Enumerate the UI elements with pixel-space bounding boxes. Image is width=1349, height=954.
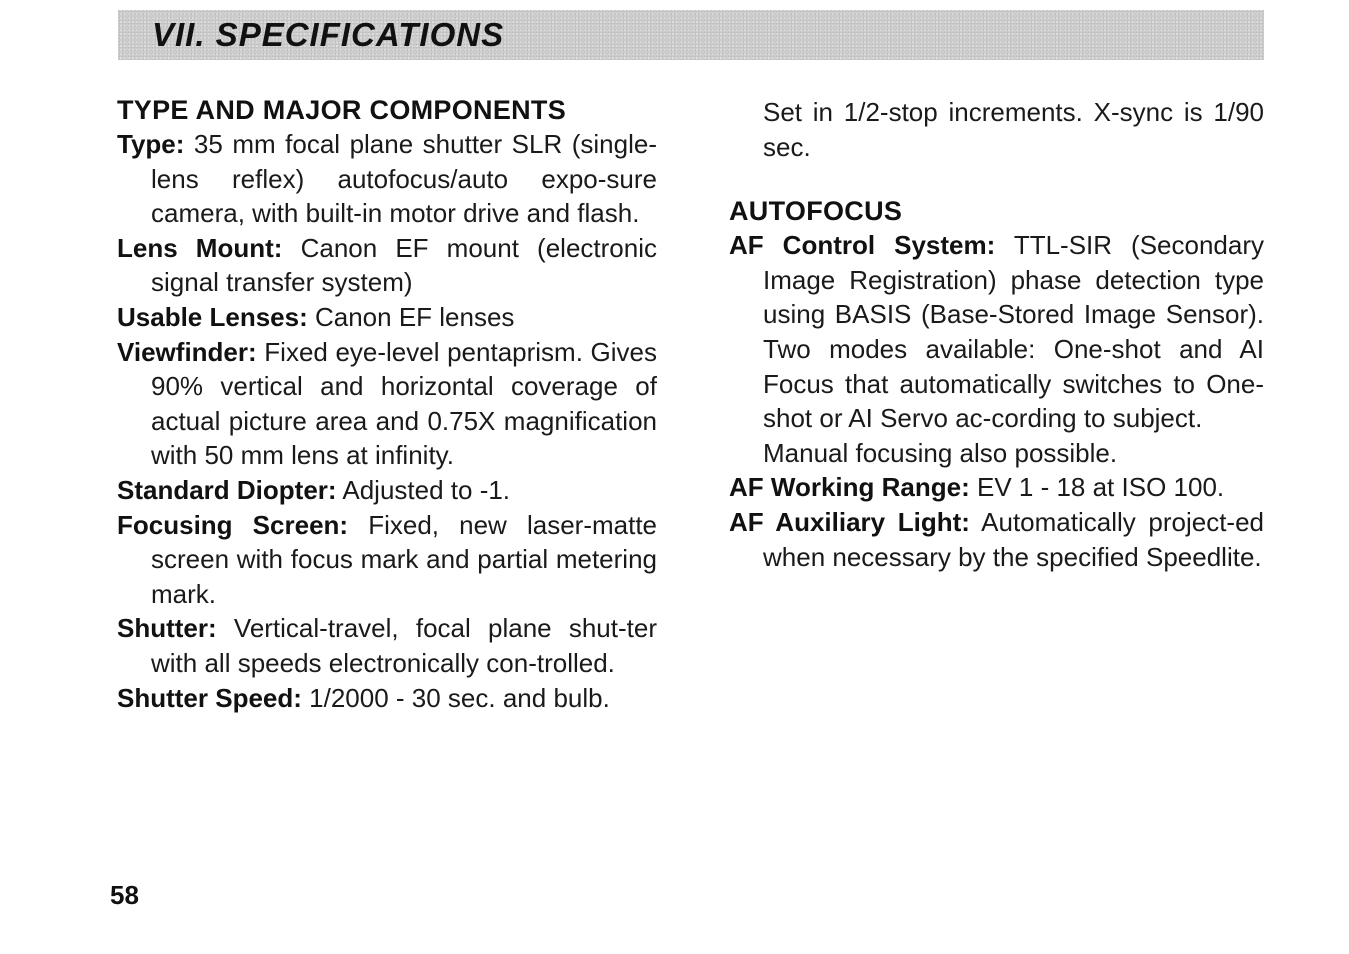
- spec-text: Fixed, new laser-matte screen with focus mark and partial metering mark.: [151, 509, 657, 609]
- spec-entry-type: [117, 127, 657, 231]
- spec-text: EV 1 - 18 at ISO 100.: [976, 472, 1225, 503]
- spec-entry-focusing-screen: [117, 508, 657, 612]
- spec-text: TTL-SIR (Secondary Image Registration) phase detection type using BASIS (Base-Stored Image Sensor). Two modes available: One-shot and AI Focus that automatically switches to One-shot or AI Servo ac-cording to subject.: [763, 230, 1265, 434]
- section-heading-autofocus: AUTOFOCUS: [729, 196, 903, 227]
- spec-text: Vertical-travel, focal plane shut-ter with all speeds electronically con-trolled.: [151, 613, 657, 678]
- spec-entry-usable-lenses: [117, 300, 657, 335]
- spec-term: Standard Diopter:: [117, 474, 337, 505]
- spec-term: Viewfinder:: [117, 336, 257, 367]
- spec-term: AF Auxiliary Light:: [729, 506, 970, 537]
- section-banner: [118, 10, 1264, 60]
- spec-term: AF Working Range:: [729, 472, 970, 503]
- section-title: VII. SPECIFICATIONS: [152, 16, 505, 53]
- spec-entry-shutter: [117, 611, 657, 680]
- left-column: [117, 93, 657, 715]
- spec-entry-viewfinder: [117, 335, 657, 473]
- spec-text: Adjusted to -1.: [342, 474, 511, 505]
- spec-entry-standard-diopter: [117, 473, 657, 508]
- shutter-speed-continuation: Set in 1/2-stop increments. X-sync is 1/90 sec.: [763, 97, 1264, 162]
- spec-entry-lens-mount: [117, 231, 657, 300]
- spec-text: 1/2000 - 30 sec. and bulb.: [309, 682, 610, 713]
- spec-term: AF Control System:: [729, 230, 996, 261]
- right-column: [729, 93, 1264, 574]
- spec-term: Lens Mount:: [117, 232, 283, 263]
- spec-term: Type:: [117, 129, 185, 159]
- spec-term: Usable Lenses:: [117, 301, 308, 332]
- spec-text: Fixed eye-level pentaprism. Gives 90% vertical and horizontal coverage of actual picture area and 0.75X magnification with 50 mm lens at infinity.: [151, 336, 657, 471]
- spec-text: Automatically project-ed when necessary by the specified Speedlite.: [763, 506, 1264, 572]
- spec-term: Focusing Screen:: [117, 509, 349, 540]
- spec-text: Canon EF lenses: [314, 301, 515, 332]
- spec-entry-af-working-range: [729, 470, 1264, 505]
- spec-term: Shutter Speed:: [117, 682, 302, 713]
- section-heading-type-and-major-components: TYPE AND MAJOR COMPONENTS: [117, 95, 567, 125]
- spec-term: Shutter:: [117, 613, 217, 644]
- spec-text: 35 mm focal plane shutter SLR (single-lens reflex) autofocus/auto expo-sure camera, with built-in motor drive and flash.: [151, 129, 657, 229]
- spec-entry-af-auxiliary-light: [729, 505, 1264, 574]
- page-number: 58: [110, 880, 139, 910]
- spec-entry-af-control-system: [729, 228, 1264, 436]
- spec-entry-shutter-speed: [117, 681, 657, 716]
- af-control-note: Manual focusing also possible.: [763, 437, 1118, 468]
- spec-text: Canon EF mount (electronic signal transfer system): [151, 232, 657, 298]
